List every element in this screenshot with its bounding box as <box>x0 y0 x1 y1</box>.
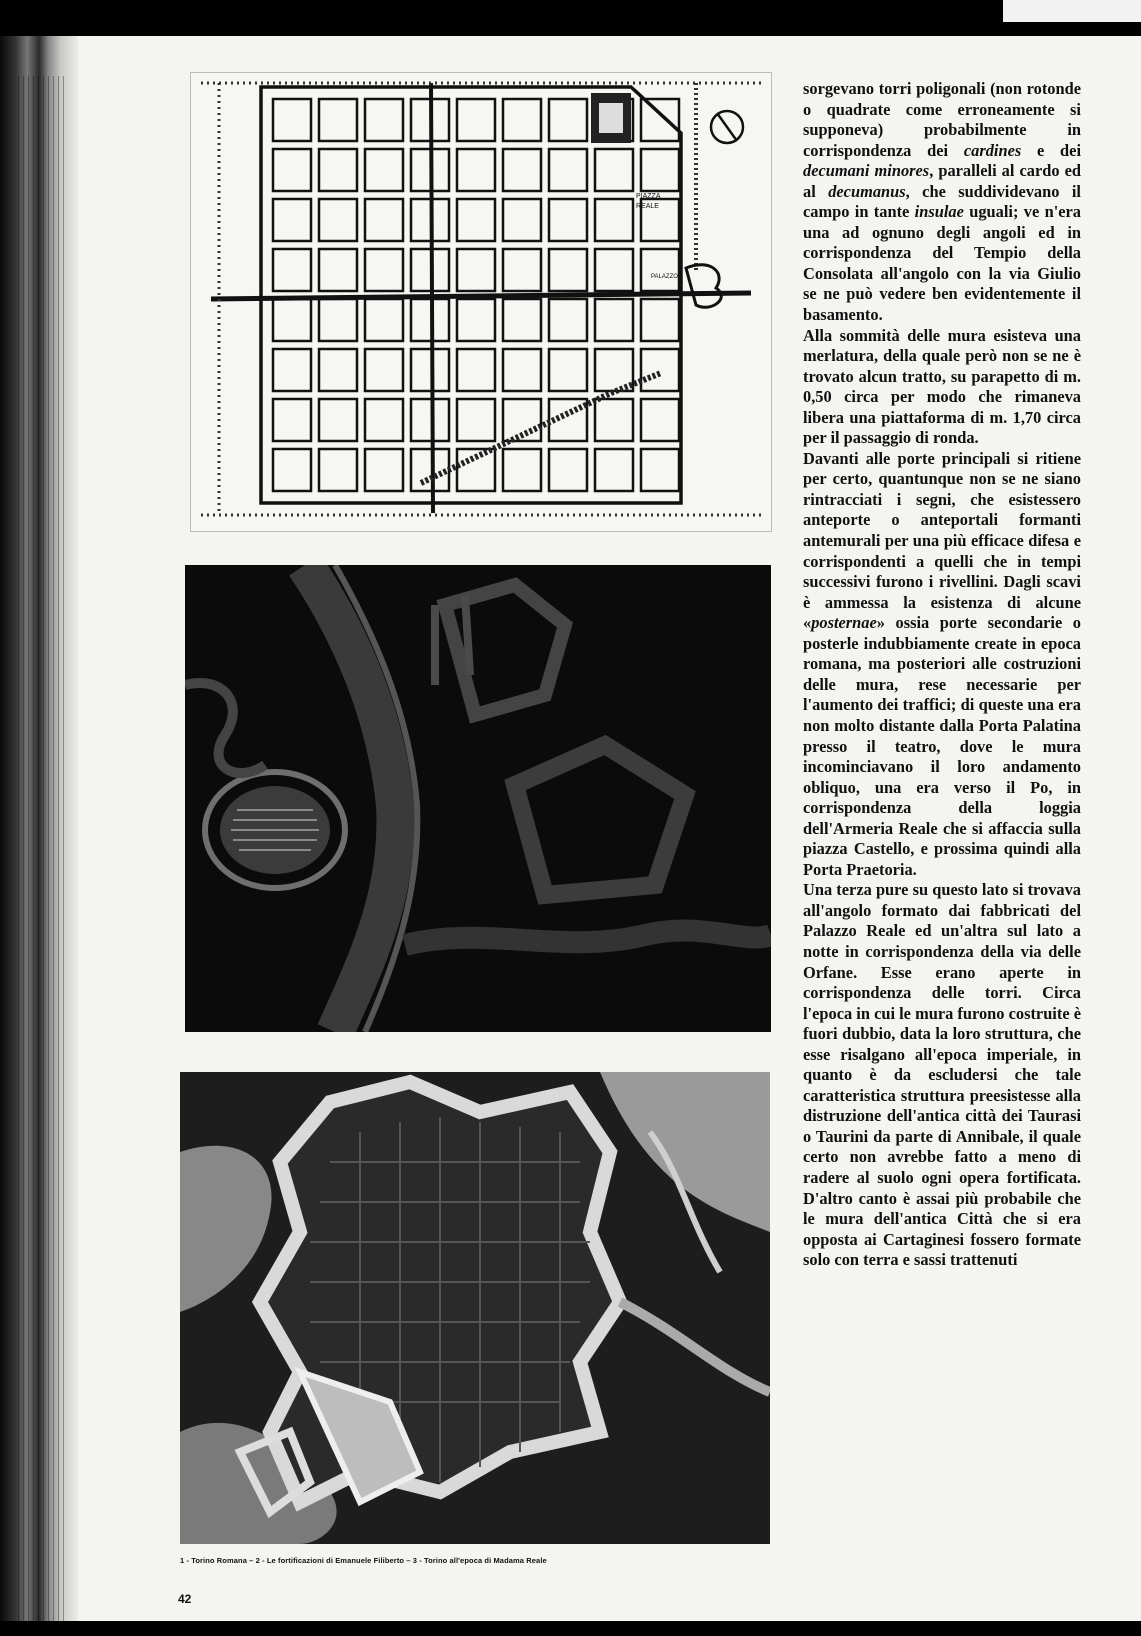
paragraph-4: Una terza pure su questo lato si trovava all'angolo formato dai fabbricati del Palazzo Reale ed un'altra sul lato a notte in corrispondenza della via delle Orfane. Esse erano aperte in corrispondenza delle torri. Circa l'epoca in cui le mura furono costruite è fuori dubbio, data la loro struttura, che esse risalgano all'epoca imperiale, in quanto è da escludersi che tale caratteristica struttura preesistesse alla distruzione dell'antica città dei Taurasi o Taurini da parte di Annibale, il quale certo non avrebbe fatto a meno di radere al suolo ogni opera fortificata. D'altro canto è assai più probabile che le mura dell'antica Città che si era opposta ai Cartaginesi fossero formate solo con terra e sassi trattenuti <box>803 880 1081 1270</box>
scan-top-border <box>0 0 1141 40</box>
paragraph-1: sorgevano torri poligonali (non rotonde o quadrate come erroneamente si supponeva) probabilmente in corrispondenza dei cardines e dei decumani minores, paralleli al cardo ed al decumanus, che suddividevano il campo in tante insulae uguali; ve n'era una ad ognuno degli angoli ed in corrispondenza del Tempio della Consolata all'angolo con la via Giulio se ne può vedere ben evidentemente il basamento. <box>803 79 1082 325</box>
figure-emanuele-filiberto-fortifications <box>185 565 771 1032</box>
figure-turin-madama-reale <box>180 1072 770 1544</box>
page-number: 42 <box>178 1592 192 1606</box>
fortification-engraving <box>185 565 771 1032</box>
figure1-label-reale: REALE <box>636 203 659 210</box>
paragraph-3: Davanti alle porte principali si ritiene per certo, quantunque non se ne siano rintracciati i segni, che esistessero anteporte o anteportali formanti antemurali per una più efficace difesa e corrispondenti a quelli che in tempi successivi furono i rivellini. Dagli scavi è ammessa la esistenza di alcune «posternae» ossia porte secondarie o posterle indubbiamente create in epoca romana, ma posteriori alle costruzioni delle mura, rese necessarie per l'aumento dei traffici; di queste una era non molto distante dalla Porta Palatina presso il teatro, dove le mura incominciavano il loro andamento obliquo, una era verso il Po, in corrispondenza della loggia dell'Armeria Reale che si affaccia sulla piazza Castello, e prossima quindi alla Porta Praetoria. <box>803 448 1081 879</box>
book-spine <box>0 36 78 1621</box>
figure1-label-palazzo: PALAZZO <box>651 274 678 280</box>
article-text-column <box>803 79 1081 1271</box>
figure-roman-turin-plan <box>190 72 772 532</box>
grid-plan-drawing <box>191 73 771 531</box>
figure-caption: 1 - Torino Romana – 2 - Le fortificazioni di Emanuele Filiberto – 3 - Torino all'epoca di Madama Reale <box>180 1556 547 1565</box>
figure1-label-piazza: PIAZZA <box>636 193 661 200</box>
paragraph-2: Alla sommità delle mura esisteva una merlatura, della quale però non se ne è trovato alcun tratto, su parapetto di m. 0,50 circa per modo che rimaneva libera una piattaforma di m. 1,70 circa per il passaggio di ronda. <box>803 325 1081 448</box>
star-fort-map <box>180 1072 770 1544</box>
scan-top-tab <box>1003 0 1141 22</box>
